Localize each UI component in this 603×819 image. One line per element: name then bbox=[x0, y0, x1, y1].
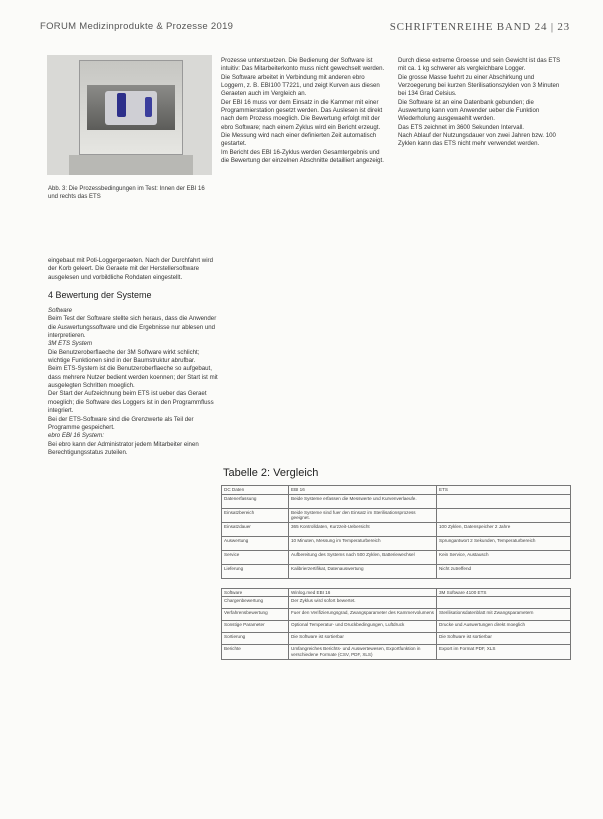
right-paragraph-4: Das ETS zeichnet im 3600 Sekunden Intervall. bbox=[398, 123, 525, 131]
table-cell: Beide Systeme sind fuer den Einsatz im Sterilisationsprozess geeignet. bbox=[289, 508, 437, 522]
table-cell: Optional Temperatur- und Druckbedingungen, Luftdruck bbox=[289, 621, 437, 633]
table-cell: Sprungantwort 2 Sekunden, Temperaturbereich bbox=[437, 536, 571, 550]
table-cell bbox=[437, 508, 571, 522]
table-row bbox=[222, 645, 571, 659]
software-subheading: Software bbox=[48, 307, 73, 315]
table-cell: Der Zyklus wird sofort bewertet. bbox=[289, 597, 437, 609]
table-cell: 100 Zyklen, Datenspeicher 2 Jahre bbox=[437, 522, 571, 536]
table-cell: Aufbereitung des Systems nach 500 Zyklen, Batteriewechsel bbox=[289, 550, 437, 564]
table-cell: Umfangreiches Berichts- und Auswertewesen, Exportfunktion in verschiedene Formate (CSV, PDF, XLS) bbox=[289, 645, 437, 659]
ets-paragraph-1: Die Benutzeroberflaeche der 3M Software wirkt schlicht; wichtige Funktionen sind in der Baumstruktur abrufbar. bbox=[48, 348, 200, 365]
table-cell: Lieferung bbox=[222, 564, 289, 578]
ets-paragraph-4: Bei der ETS-Software sind die Grenzwerte als Teil der Programme gespeichert. bbox=[48, 415, 194, 431]
table-row bbox=[222, 536, 571, 550]
table-cell: Berichte bbox=[222, 645, 289, 659]
table-cell: Kein Service, Austausch bbox=[437, 550, 571, 564]
right-paragraph-2: Die grosse Masse fuehrt zu einer Abschirkung und Verzoegerung bei kurzen Sterilisationszyklen von 3 Minuten bei 134 Grad Celsius. bbox=[398, 73, 560, 98]
table-row bbox=[222, 621, 571, 633]
figure-caption: Abb. 3: Die Prozessbedingungen im Test: Innen der EBI 16 und rechts das ETS bbox=[48, 186, 205, 200]
table-cell: 365 Kontrolldaten, Kurzzeit-Uebersicht bbox=[289, 522, 437, 536]
table-row bbox=[222, 597, 571, 609]
ets-paragraph-3: Der Start der Aufzeichnung beim ETS ist ueber das Geraet moeglich; die Software des Loggers ist in den Programmfluss integriert. bbox=[48, 390, 214, 415]
chamber-base bbox=[69, 155, 193, 175]
section-heading: 4 Bewertung der Systeme bbox=[48, 290, 152, 301]
running-header-left: FORUM Medizinprodukte & Prozesse 2019 bbox=[40, 21, 234, 32]
column-right bbox=[398, 57, 564, 149]
table-row bbox=[222, 564, 571, 578]
table-cell: 10 Minuten, Messung im Temperaturbereich bbox=[289, 536, 437, 550]
table-cell: Fuer den Verifizierungsgrad, Zwangsparameter des Kammervolumens bbox=[289, 609, 437, 621]
table-cell: 3M Software 4100 ETS bbox=[437, 588, 571, 597]
ebi-subheading: ebro EBI 16 System: bbox=[48, 432, 104, 440]
table-cell: Sonstige Parameter bbox=[222, 621, 289, 633]
middle-paragraph-3: Der EBI 16 muss vor dem Einsatz in die Kammer mit einer Programmierstation gesetzt werden. Das Auslesen ist direkt nach dem Prozess moeglich. Die Bewertung erfolgt mit der ebro Software; nach einem Zyklus wird ein Bericht erzeugt. Die Messung wird nach einer definierten Zeit automatisch gestartet. bbox=[221, 98, 383, 148]
table-cell: Drucke und Auswertungen direkt moeglich bbox=[437, 621, 571, 633]
table-title: Tabelle 2: Vergleich bbox=[223, 467, 319, 479]
ets-logger bbox=[145, 97, 152, 117]
table-cell: Chargenbewertung bbox=[222, 597, 289, 609]
middle-paragraph-4: Im Bericht des EBI 16-Zyklus werden Gesamtergebnis und die Bewertung der einzelnen Abschnitte detailliert angezeigt. bbox=[221, 148, 384, 165]
table-cell: Software bbox=[222, 588, 289, 597]
middle-paragraph-1: Prozesse unterstuetzen. Die Bedienung der Software ist intuitiv: Das Mitarbeiterkonto muss nicht gewechselt werden. bbox=[221, 57, 385, 73]
table-cell: Nicht zutreffend bbox=[437, 564, 571, 578]
test-setup-photo bbox=[47, 55, 212, 175]
table-cell: ETS bbox=[437, 486, 571, 495]
running-header-right: SCHRIFTENREIHE BAND 24 | 23 bbox=[389, 21, 570, 33]
table-header-row bbox=[222, 588, 571, 597]
right-paragraph-5: Nach Ablauf der Nutzungsdauer von zwei Jahren bzw. 100 Zyklen kann das ETS nicht mehr verwendet werden. bbox=[398, 132, 556, 148]
table-cell: Verfahrensbewertung bbox=[222, 609, 289, 621]
table-cell: Service bbox=[222, 550, 289, 564]
comparison-table-software bbox=[221, 588, 571, 660]
right-paragraph-1: Durch diese extreme Groesse und sein Gewicht ist das ETS mit ca. 1 kg schwerer als vergleichbare Logger. bbox=[398, 57, 561, 73]
table-cell: EBI 16 bbox=[289, 486, 437, 495]
table-cell: Beide Systeme erfassen die Messwerte und Kurvenverlaeufe. bbox=[289, 494, 437, 508]
intro-paragraph: eingebaut mit Poti-Loggergeraeten. Nach der Durchfahrt wird der Korb geleert. Die Geraete mit der Herstellersoftware ausgelesen und vorbildliche Rohdaten eingestellt. bbox=[48, 257, 213, 281]
table-cell: Die Software ist sortierbar bbox=[437, 633, 571, 645]
comparison-table-hardware bbox=[221, 485, 571, 579]
column-left bbox=[48, 257, 220, 457]
table-header-row bbox=[222, 486, 571, 495]
ebi-paragraph: Bei ebro kann der Administrator jedem Mitarbeiter einen Berechtigungsstatus zuteilen. bbox=[48, 440, 199, 456]
table-cell: Winlog.med EBI 16 bbox=[289, 588, 437, 597]
table-cell: DC Daten bbox=[222, 486, 289, 495]
table-row bbox=[222, 494, 571, 508]
table-row bbox=[222, 609, 571, 621]
comparison-table-block bbox=[221, 467, 571, 660]
table-cell bbox=[437, 597, 571, 609]
table-cell bbox=[437, 494, 571, 508]
table-cell: Kalibrierzertifikat, Datenauswertung bbox=[289, 564, 437, 578]
table-row bbox=[222, 522, 571, 536]
table-cell: Datenerfassung bbox=[222, 494, 289, 508]
table-cell: Sterilisationsdatenblatt mit Zwangsparametern bbox=[437, 609, 571, 621]
table-cell: Einsatzbereich bbox=[222, 508, 289, 522]
middle-paragraph-2: Die Software arbeitet in Verbindung mit anderen ebro Loggern, z. B. EBI100 T7221, und zeigt Kurven aus diesen Geraeten auch im Vergleich an. bbox=[221, 73, 380, 98]
table-row bbox=[222, 633, 571, 645]
table-row bbox=[222, 508, 571, 522]
software-paragraph: Beim Test der Software stellte sich heraus, dass die Anwender die Auswertungssoftware und die Ergebnisse nur ablesen und interpretieren. bbox=[48, 315, 217, 340]
right-paragraph-3: Die Software ist an eine Datenbank gebunden; die Auswertung kann vom Anwender ueber die Funktion Wiederholung ausgewaehlt werden. bbox=[398, 98, 540, 123]
ebi16-logger bbox=[117, 93, 126, 117]
table-cell: Auswertung bbox=[222, 536, 289, 550]
table-cell: Sortierung bbox=[222, 633, 289, 645]
ets-paragraph-2: Beim ETS-System ist die Benutzeroberflaeche so aufgebaut, dass mehrere Nutzer bedient werden koennen; der Start ist mit ausgelegten Schritten moeglich. bbox=[48, 365, 218, 390]
column-middle bbox=[221, 57, 389, 165]
table-cell: Einsatzdauer bbox=[222, 522, 289, 536]
table-cell: Export im Format PDF, XLS bbox=[437, 645, 571, 659]
table-cell: Die Software ist sortierbar bbox=[289, 633, 437, 645]
ets-subheading: 3M ETS System bbox=[48, 340, 93, 348]
table-row bbox=[222, 550, 571, 564]
